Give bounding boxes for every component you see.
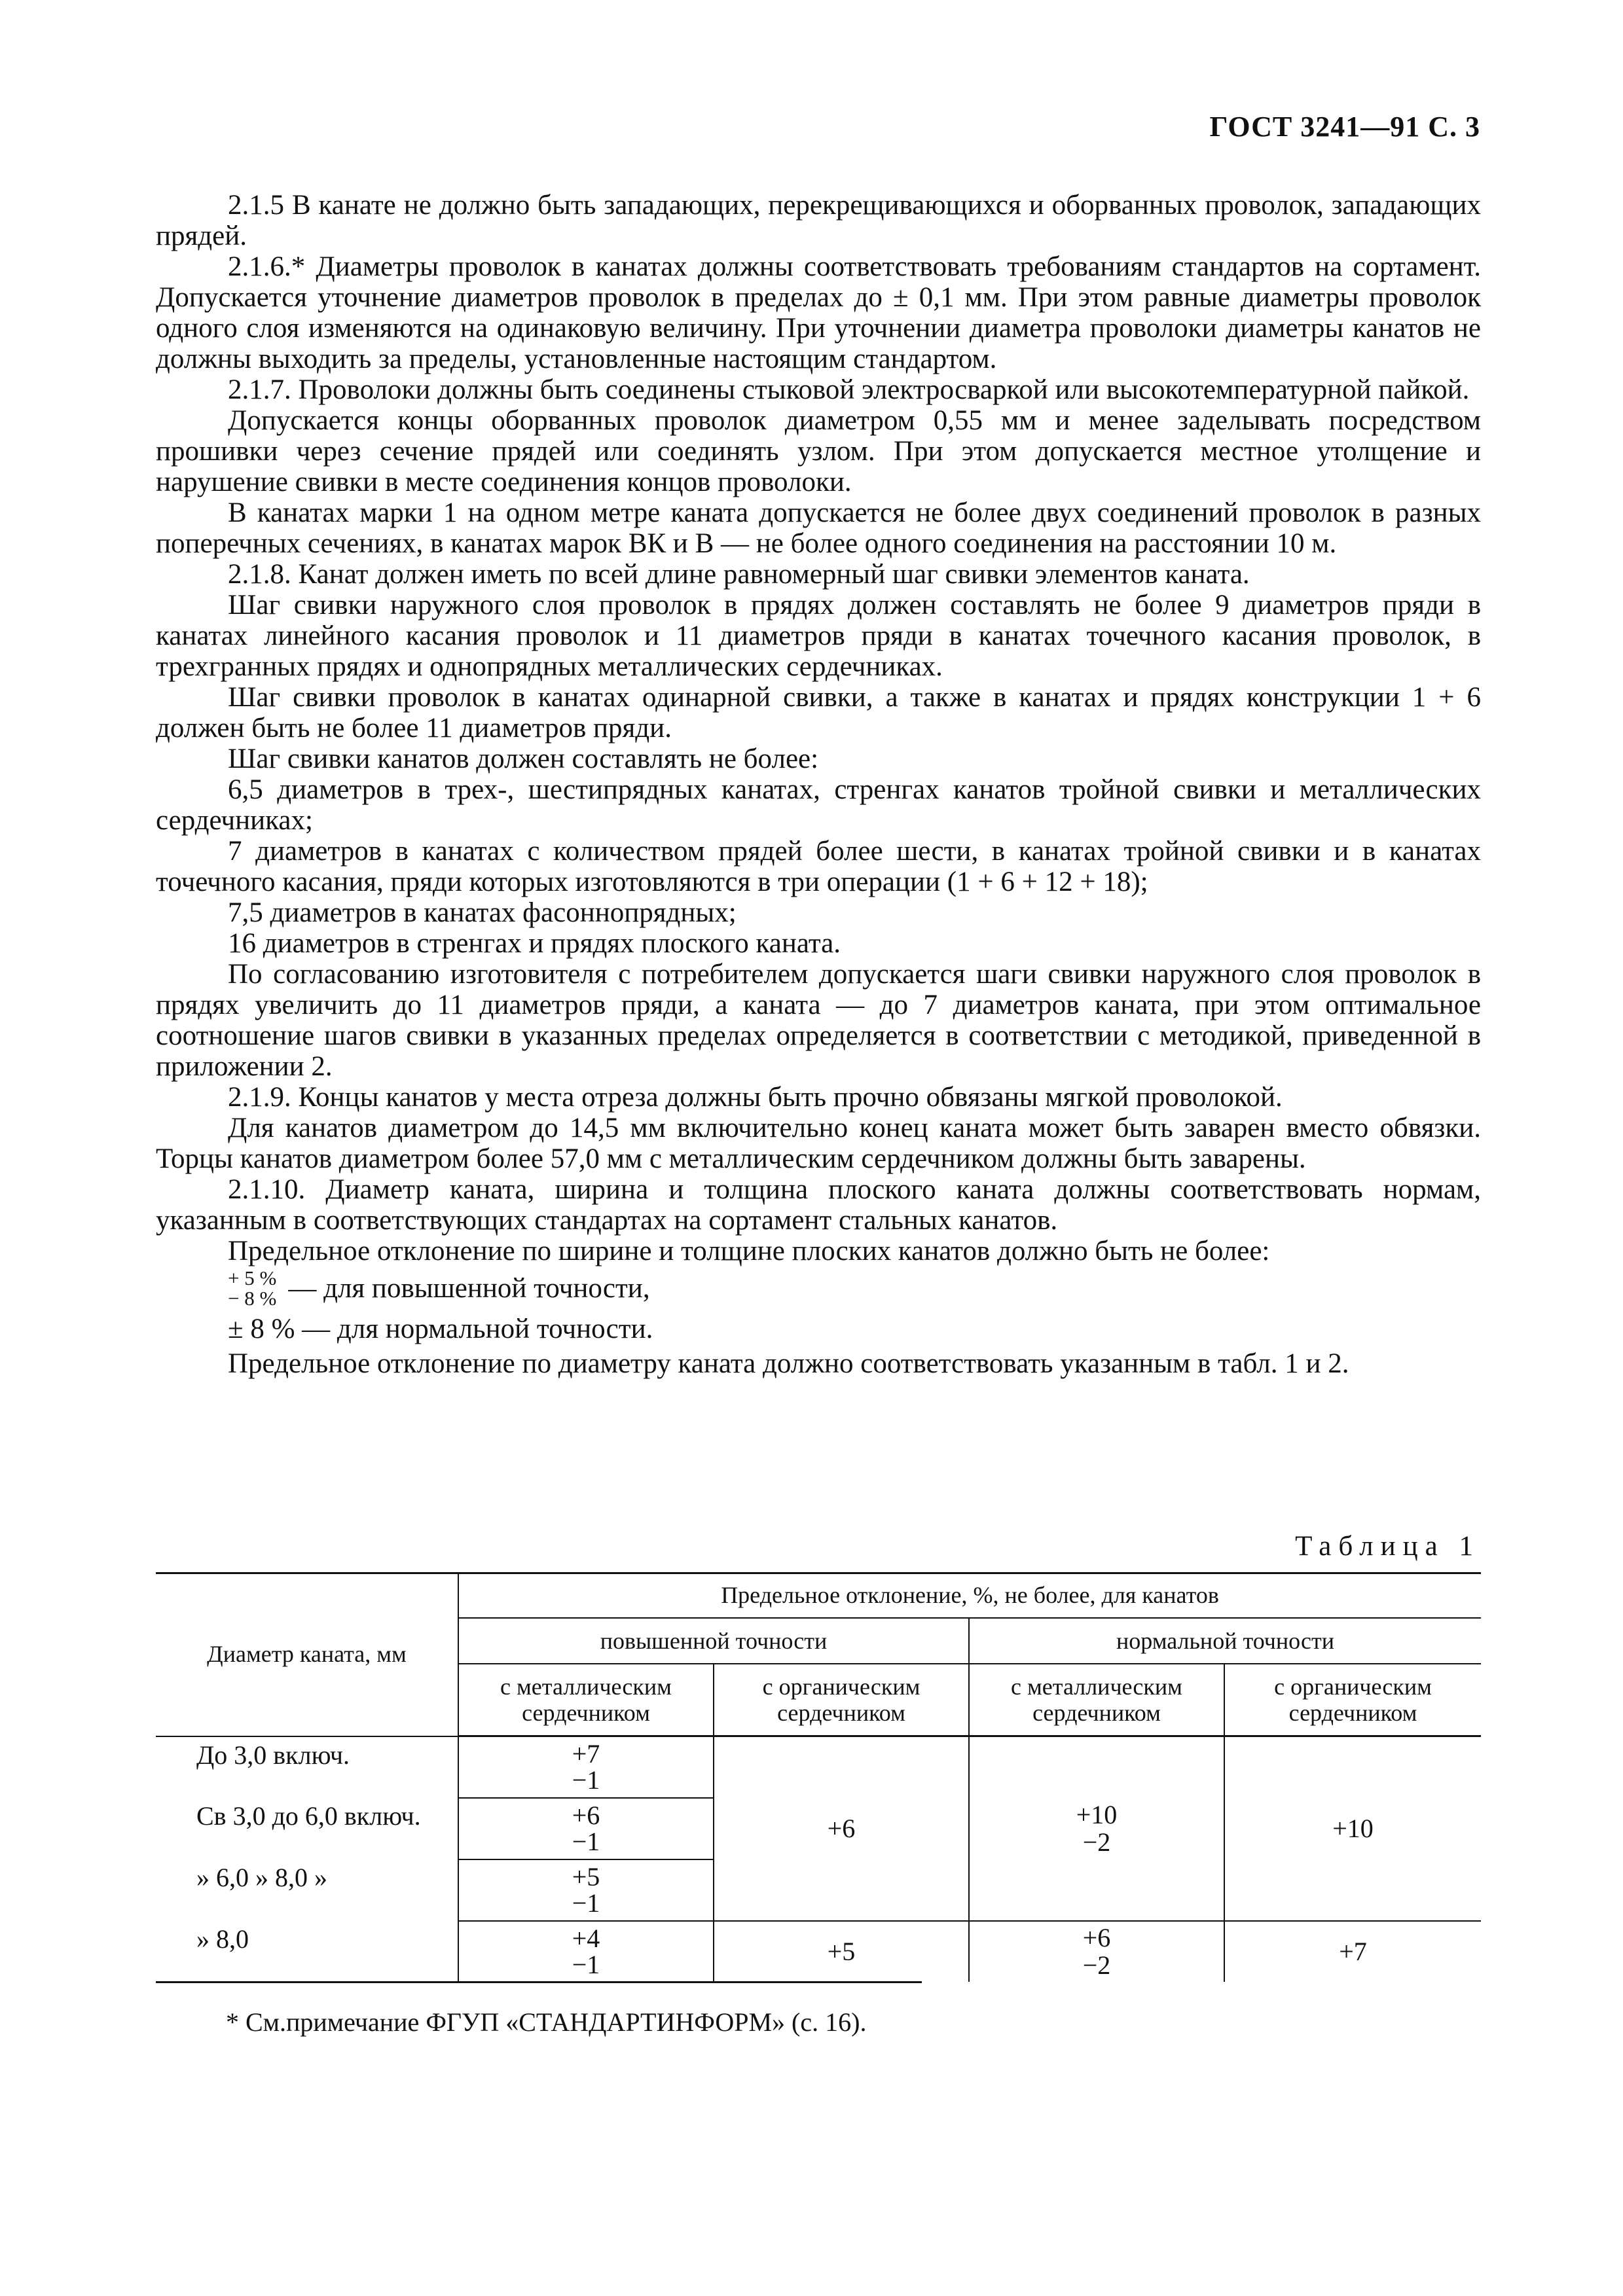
paragraph: Шаг свивки канатов должен составлять не более: <box>228 744 819 774</box>
tolerance-stack <box>228 1268 276 1308</box>
paragraph: 2.1.7. Проволоки должны быть соединены стыковой электросваркой или высокотемпературной пайкой. <box>228 374 1470 405</box>
footnote-rule <box>156 1981 922 1983</box>
paragraph: 16 диаметров в стренгах и прядях плоского каната. <box>228 928 841 959</box>
normal-metal-cell: +6 −2 <box>969 1921 1224 1982</box>
paragraph: Шаг свивки проволок в канатах одинарной свивки, а также в канатах и прядях конструкции 1 + 6 должен быть не более 11 диаметров пряди. <box>156 682 1481 744</box>
paragraph: 2.1.5 В канате не должно быть западающих, перекрещивающихся и оборванных проволок, западающих прядей. <box>156 190 1481 251</box>
normal-organic-cell: +7 <box>1224 1921 1481 1982</box>
paragraph: 6,5 диаметров в трех-, шестипрядных канатах, стренгах канатов тройной свивки и металлических сердечниках; <box>156 774 1481 836</box>
header-high-organic: с органическим сердечником <box>714 1664 969 1736</box>
header-diameter: Диаметр каната, мм <box>156 1573 458 1736</box>
paragraph: Для канатов диаметром до 14,5 мм включительно конец каната может быть заварен вместо обвязки. Торцы канатов диаметром более 57,0 мм с металлическим сердечником должны быть заварены. <box>156 1113 1481 1174</box>
high-metal-cell: +6 −1 <box>458 1798 714 1859</box>
header-high-precision: повышенной точности <box>458 1618 969 1664</box>
paragraph: 7,5 диаметров в канатах фасоннопрядных; <box>228 897 737 928</box>
deviation-table <box>156 1573 1481 1982</box>
tolerance-high <box>228 1268 1481 1308</box>
diameter-cell: До 3,0 включ. <box>196 1740 350 1770</box>
paragraph: Предельное отклонение по ширине и толщине плоских канатов должно быть не более: <box>228 1236 1270 1266</box>
tolerance-normal: ± 8 % — для нормальной точности. <box>228 1314 653 1344</box>
paragraph: Шаг свивки наружного слоя проволок в прядях должен составлять не более 9 диаметров пряди в канатах линейного касания проволок и 11 диаметров пряди в канатах точечного касания проволок, в трехгранных прядях и однопрядных металлических сердечниках. <box>156 590 1481 682</box>
high-metal-cell: +7 −1 <box>458 1736 714 1799</box>
table-caption: Таблица 1 <box>1295 1531 1480 1562</box>
header-normal-organic: с органическим сердечником <box>1224 1664 1481 1736</box>
tolerance-lower: − 8 % <box>228 1287 277 1310</box>
normal-metal-cell: +10 −2 <box>969 1736 1224 1922</box>
paragraph: Допускается концы оборванных проволок диаметром 0,55 мм и менее заделывать посредством прошивки через сечение прядей или соединять узлом. При этом допускается местное утолщение и нарушение свивки в месте соединения концов проволоки. <box>156 405 1481 497</box>
high-organic-cell: +6 <box>714 1736 969 1922</box>
footnote: * См.примечание ФГУП «СТАНДАРТИНФОРМ» (с. 16). <box>226 2007 867 2037</box>
header-group: Предельное отклонение, %, не более, для канатов <box>458 1573 1481 1618</box>
diameter-cell: » 6,0 » 8,0 » <box>196 1863 327 1892</box>
high-organic-cell: +5 <box>714 1921 969 1982</box>
tolerance-high-text: — для повышенной точности, <box>288 1272 650 1304</box>
paragraph: По согласованию изготовителя с потребителем допускается шаги свивки наружного слоя проволок в прядях увеличить до 11 диаметров пряди, а каната — до 7 диаметров каната, при этом оптимальное соотношение шагов свивки в указанных пределах определяется в соответствии с методикой, приведенной в приложении 2. <box>156 959 1481 1082</box>
high-metal-cell: +4 −1 <box>458 1921 714 1982</box>
paragraph: 2.1.8. Канат должен иметь по всей длине равномерный шаг свивки элементов каната. <box>228 559 1250 590</box>
header-normal-precision: нормальной точности <box>969 1618 1481 1664</box>
header-high-metal: с металлическим сердечником <box>458 1664 714 1736</box>
paragraph: Предельное отклонение по диаметру каната должно соответствовать указанным в табл. 1 и 2. <box>228 1348 1349 1379</box>
paragraph: 2.1.10. Диаметр каната, ширина и толщина плоского каната должны соответствовать нормам, указанным в соответствующих стандартах на сортамент стальных канатов. <box>156 1174 1481 1236</box>
diameter-cell: » 8,0 <box>196 1924 249 1954</box>
paragraph: 2.1.9. Концы канатов у места отреза должны быть прочно обвязаны мягкой проволокой. <box>228 1082 1283 1113</box>
diameter-cell: Св 3,0 до 6,0 включ. <box>196 1801 421 1831</box>
high-metal-cell: +5 −1 <box>458 1859 714 1921</box>
page-header: ГОСТ 3241—91 С. 3 <box>1209 111 1480 143</box>
tolerance-upper: + 5 % <box>228 1266 277 1289</box>
document-body <box>156 190 1481 1379</box>
paragraph: 2.1.6.* Диаметры проволок в канатах должны соответствовать требованиям стандартов на сортамент. Допускается уточнение диаметров проволок в пределах до ± 0,1 мм. При этом равные диаметры проволок одного слоя изменяются на одинаковую величину. При уточнении диаметра проволоки диаметры канатов не должны выходить за пределы, установленные настоящим стандартом. <box>156 251 1481 374</box>
normal-organic-cell: +10 <box>1224 1736 1481 1922</box>
paragraph: В канатах марки 1 на одном метре каната допускается не более двух соединений проволок в разных поперечных сечениях, в канатах марок ВК и В — не более одного соединения на расстоянии 10 м. <box>156 497 1481 559</box>
header-normal-metal: с металлическим сердечником <box>969 1664 1224 1736</box>
paragraph: 7 диаметров в канатах с количеством прядей более шести, в канатах тройной свивки и в канатах точечного касания, пряди которых изготовляются в три операции (1 + 6 + 12 + 18); <box>156 836 1481 897</box>
